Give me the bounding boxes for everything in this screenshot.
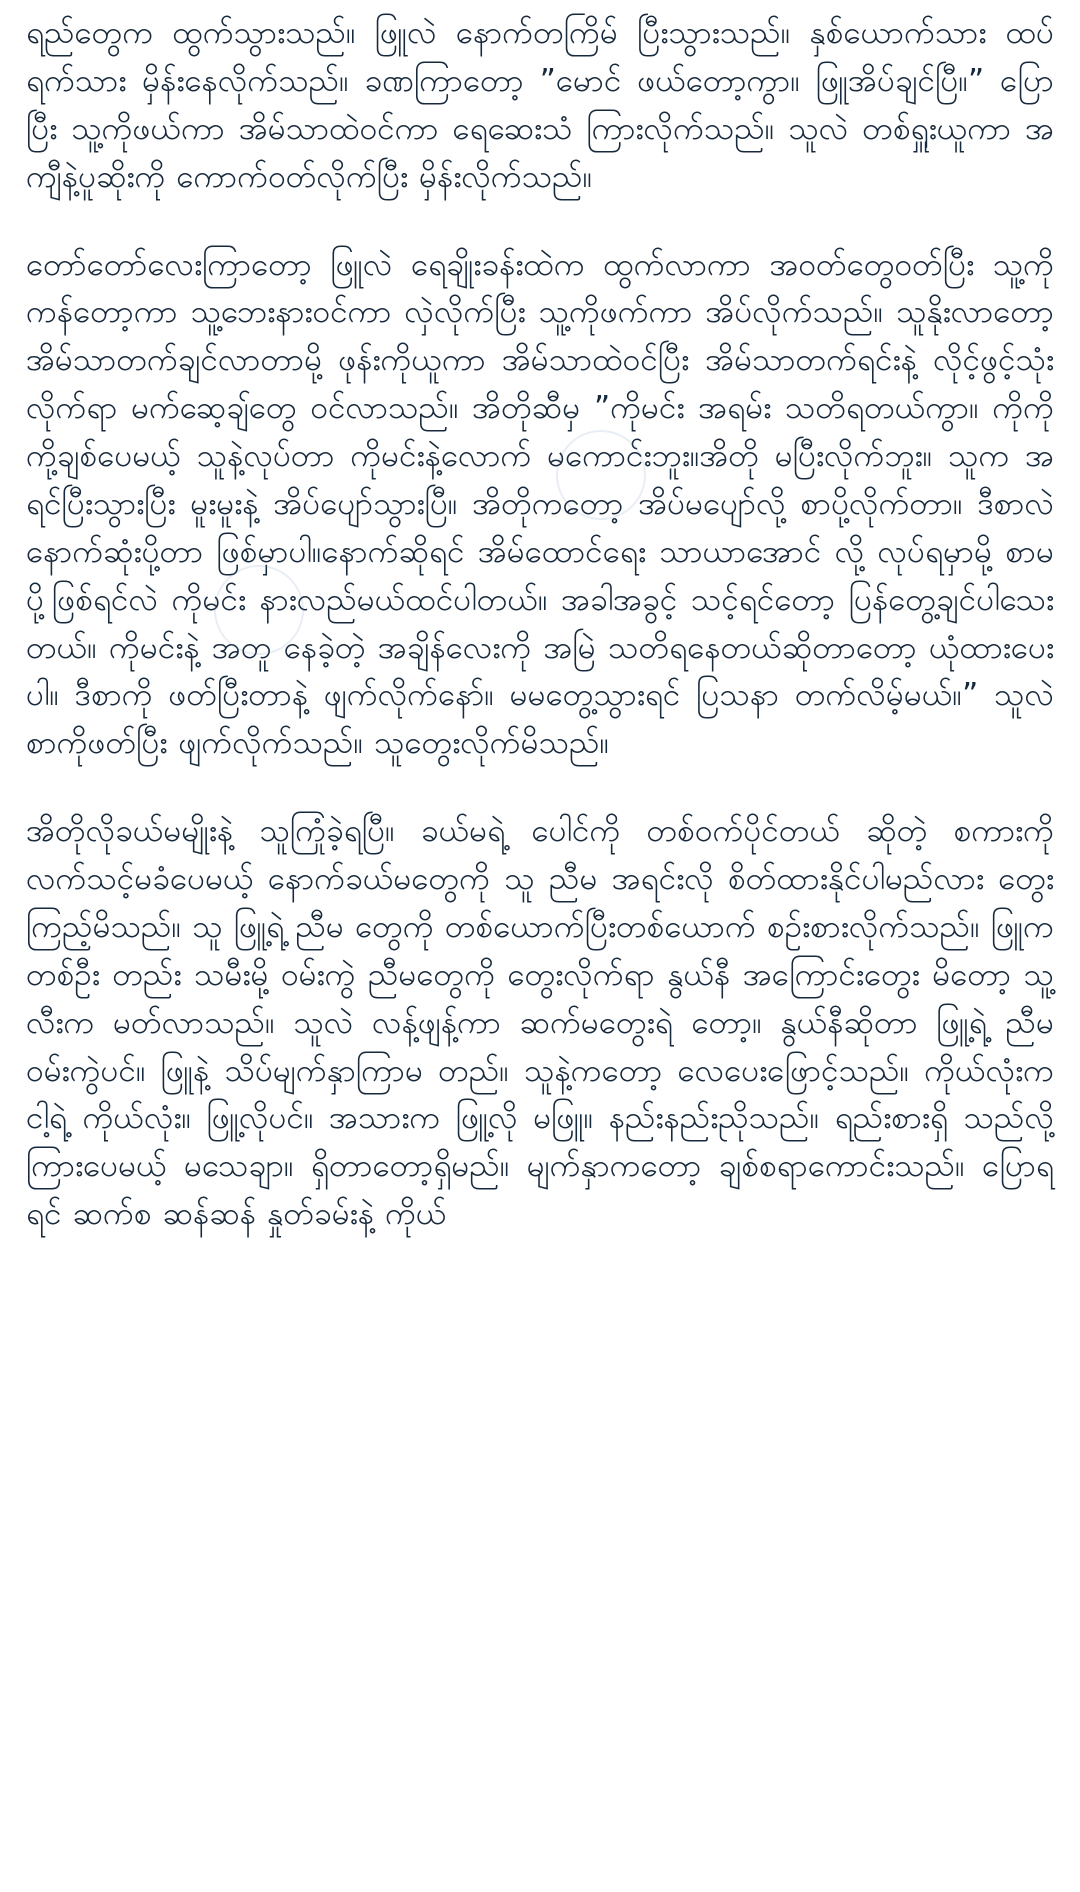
paragraph: တော်တော်လေးကြာတော့ ဖြူလဲ ရေချိုးခန်းထဲက ထွက်လာကာ အဝတ်တွေဝတ်ပြီး သူ့ကို ကန်တော့ကာ သူ့ဘေးနားဝင်ကာ လှဲလိုက်ပြီး သူ့ကိုဖက်ကာ အိပ်လိုက်သည်။ သူနိုးလာတော့ အိမ်သာတက်ချင်လာတာမို့ ဖုန်းကိုယူကာ အိမ်သာထဲဝင်ပြီး အိမ်သာတက်ရင်းနဲ့ လိုင့်ဖွင့်သုံးလိုက်ရာ မက်ဆေ့ချ်တွေ ဝင်လာသည်။ အိတိုဆီမှ ”ကိုမင်း အရမ်း သတိရတယ်ကွာ။ ကိုကို ကို့ချစ်ပေမယ့် သူနဲ့လုပ်တာ ကိုမင်းနဲ့လောက် မကောင်းဘူး။အိတို မပြီးလိုက်ဘူး။ သူက အရင်ပြီးသွားပြီး မူးမူးနဲ့ အိပ်ပျော်သွားပြီ။ အိတိုကတော့ အိပ်မပျော်လို့ စာပို့လိုက်တာ။ ဒီစာလဲ နောက်ဆုံးပို့တာ ဖြစ်မှာပါ။နောက်ဆိုရင် အိမ်ထောင်ရေး သာယာအောင် လို့ လုပ်ရမှာမို့ စာမပို့ဖြစ်ရင်လဲ ကိုမင်း နားလည်မယ်ထင်ပါတယ်။ အခါအခွင့် သင့်ရင်တော့ ပြန်တွေ့ချင်ပါသေးတယ်။ ကိုမင်းနဲ့ အတူ နေခဲ့တဲ့ အချိန်လေးကို အမြဲ သတိရနေတယ်ဆိုတာတော့ ယုံထားပေးပါ။ ဒီစာကို ဖတ်ပြီးတာနဲ့ ဖျက်လိုက်နော်။ မမတွေ့သွားရင် ပြသနာ တက်လိမ့်မယ်။” သူလဲ စာကိုဖတ်ပြီး ဖျက်လိုက်သည်။ သူတွေးလိုက်မိသည်။	[26, 246, 1054, 762]
paragraph: အိတိုလိုခယ်မမျိုးနဲ့ သူကြုံခဲ့ရပြီ။ ခယ်မရဲ့ ပေါင်ကို တစ်ဝက်ပိုင်တယ် ဆိုတဲ့ စကားကိုလက်သင့်မခံပေမယ့် နောက်ခယ်မတွေကို သူ ညီမ အရင်းလို စိတ်ထားနိုင်ပါမည်လား တွေးကြည့်မိသည်။ သူ ဖြူ့ရဲ့ ညီမ တွေကို တစ်ယောက်ပြီးတစ်ယောက် စဉ်းစားလိုက်သည်။ ဖြူက တစ်ဦး တည်း သမီးမို့ ဝမ်းကွဲ ညီမတွေကို တွေးလိုက်ရာ နွယ်နီ အကြောင်းတွေး မိတော့ သူ့လီးက မတ်လာသည်။ သူလဲ လန့်ဖျန့်ကာ ဆက်မတွေးရဲ တော့။ နွယ်နီဆိုတာ ဖြူ့ရဲ့ ညီမဝမ်းကွဲပင်။ ဖြူနဲ့ သိပ်မျက်နှာကြာမ တည်။ သူနဲ့ကတော့ လေပေးဖြောင့်သည်။ ကိုယ်လုံးက ငါ့ရဲ့ ကိုယ်လုံး။ ဖြူ့လိုပင်။ အသားက ဖြူ့လို မဖြူ။ နည်းနည်းညိုသည်။ ရည်းစားရှိ သည်လို့ ကြားပေမယ့် မသေချာ။ ရှိတာတော့ရှိမည်။ မျက်နှာကတော့ ချစ်စရာကောင်းသည်။ ပြောရရင် ဆက်စ ဆန်ဆန် နှုတ်ခမ်းနဲ့ ကိုယ်	[26, 813, 1054, 1233]
paragraph: ရည်တွေက ထွက်သွားသည်။ ဖြူလဲ နောက်တကြိမ် ပြီးသွားသည်။ နှစ်ယောက်သား ထပ်ရက်သား မှိန်းနေလိုက်သည်။ ခဏကြာတော့ ”မောင် ဖယ်တော့ကွာ။ ဖြူအိပ်ချင်ပြီ။” ပြောပြီး သူ့ကိုဖယ်ကာ အိမ်သာထဲဝင်ကာ ရေဆေးသံ ကြားလိုက်သည်။ သူလဲ တစ်ရှူးယူကာ အကျီနဲ့ပူဆိုးကို ကောက်ဝတ်လိုက်ပြီး မှိန်းလိုက်သည်။	[26, 15, 1054, 195]
